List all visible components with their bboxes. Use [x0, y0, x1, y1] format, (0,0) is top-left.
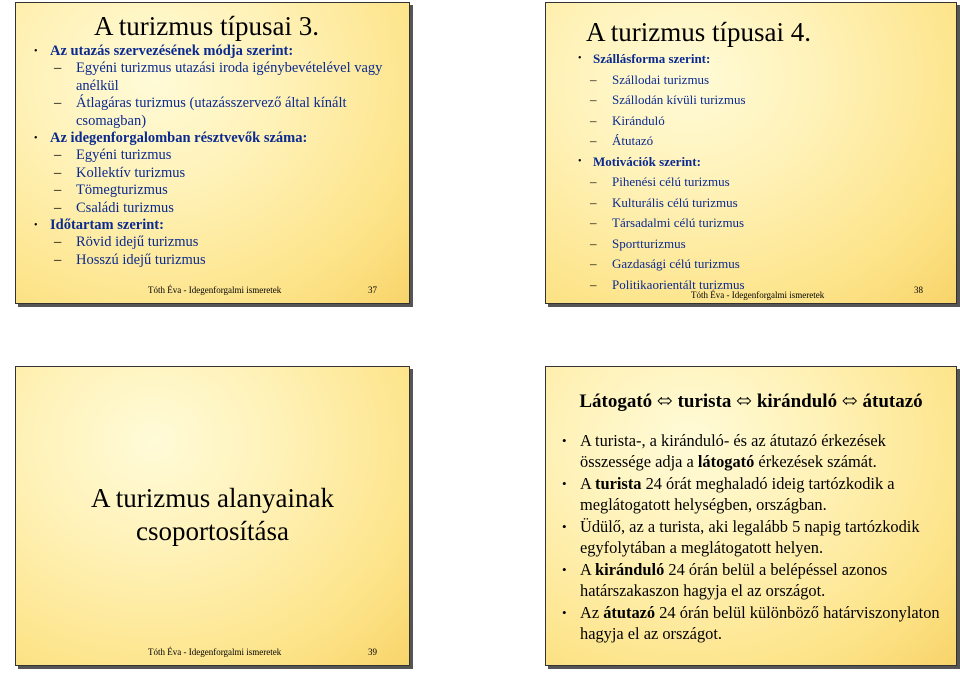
item-text: Tömegturizmus: [76, 182, 168, 199]
bullet-icon: •: [34, 133, 38, 145]
section-title-line2: csoportosítása: [136, 516, 289, 546]
dash-icon: –: [54, 251, 62, 268]
list-item: [28, 95, 403, 130]
definition-text: A: [580, 474, 596, 493]
dash-icon: –: [54, 199, 62, 216]
item-text: Kulturális célú turizmus: [612, 194, 738, 210]
double-arrow-icon: ⬄: [841, 391, 858, 412]
definition-item: [560, 430, 945, 472]
bullet-icon: •: [34, 220, 38, 232]
list-item: [28, 60, 403, 95]
definition-item: [560, 516, 945, 558]
item-text: Szállásforma szerint:: [593, 51, 711, 66]
definition-list: [560, 430, 945, 645]
bullet-icon: •: [562, 519, 567, 534]
item-text: Sportturizmus: [612, 235, 686, 251]
term-highlight: látogató: [697, 452, 755, 471]
list-item: [576, 90, 946, 111]
slide-title: A turizmus típusai 3.: [94, 11, 319, 41]
page-number: 37: [368, 285, 377, 295]
double-arrow-icon: ⬄: [656, 391, 673, 412]
dash-icon: –: [54, 60, 62, 77]
bullet-icon: •: [562, 433, 567, 448]
definition-text: Az: [580, 603, 604, 622]
category-heading: [576, 49, 946, 70]
definition-text: A: [580, 560, 596, 579]
item-text: Társadalmi célú turizmus: [612, 215, 745, 230]
dash-icon: –: [54, 164, 62, 181]
page-number: 38: [914, 285, 923, 295]
dash-icon: –: [590, 133, 597, 148]
list-item: [28, 234, 403, 251]
dash-icon: –: [54, 182, 62, 199]
item-text: Szállodai turizmus: [612, 71, 710, 87]
list-item: [576, 70, 946, 91]
category-heading: [28, 43, 403, 60]
title-word: kiránduló: [756, 391, 838, 412]
item-text: Átutazó: [612, 133, 654, 148]
bullet-icon: •: [578, 53, 582, 64]
slide-title: [546, 390, 956, 413]
item-text: Pihenési célú turizmus: [612, 174, 730, 189]
slide-item-list: [28, 43, 403, 269]
item-text: Az utazás szervezésének módja szerint:: [50, 43, 294, 59]
term-highlight: turista: [595, 474, 642, 493]
item-text: Egyéni turizmus utazási iroda igénybevételével vagy anélkül: [76, 60, 383, 94]
title-word: Látogató: [579, 391, 653, 412]
dash-icon: –: [590, 256, 597, 271]
section-title-line1: A turizmus alanyainak: [91, 483, 334, 513]
category-heading: [576, 152, 946, 173]
item-text: Gazdasági célú turizmus: [612, 256, 740, 271]
category-heading: [28, 217, 403, 234]
definition-text: A turista-, a kiránduló- és az átutazó érkezések összessége adja a: [580, 431, 886, 471]
list-item: [28, 182, 403, 199]
dash-icon: –: [590, 92, 597, 107]
title-word: átutazó: [862, 391, 923, 412]
slide-section-title: [15, 366, 410, 666]
definition-item: [560, 473, 945, 515]
list-item: [576, 131, 946, 152]
list-item: [576, 193, 946, 214]
item-text: Az idegenforgalomban résztvevők száma:: [50, 130, 308, 147]
dash-icon: –: [590, 215, 597, 230]
item-text: Politikaorientált turizmus: [612, 276, 745, 292]
bullet-icon: •: [562, 562, 567, 577]
bullet-icon: •: [34, 46, 38, 57]
slide-item-list: [576, 49, 946, 295]
dash-icon: –: [590, 112, 597, 128]
page-number: 39: [368, 647, 377, 657]
definition-item: [560, 559, 945, 601]
item-text: Hosszú idejű turizmus: [76, 251, 206, 268]
list-item: [28, 147, 403, 164]
dash-icon: –: [54, 147, 62, 164]
item-text: Rövid idejű turizmus: [76, 234, 199, 251]
slide-footer: Tóth Éva - Idegenforgalmi ismeretek: [148, 647, 282, 657]
list-item: [576, 234, 946, 255]
slide-turizmus-tipusai-3: [15, 2, 410, 304]
dash-icon: –: [54, 234, 62, 251]
slide-footer: Tóth Éva - Idegenforgalmi ismeretek: [148, 285, 282, 295]
definition-text: 24 órán belül különböző határviszonylaton hagyja el az országot.: [580, 603, 940, 643]
item-text: Családi turizmus: [76, 199, 174, 216]
slide-latogato-definitions: [545, 366, 957, 666]
item-text: Átlagáras turizmus (utazásszervező által kínált csomagban): [76, 95, 347, 129]
definition-text: Üdülő, az a turista, aki legalább 5 napig tartózkodik egyfolytában a meglátogatott helyen.: [580, 517, 920, 557]
item-text: Motivációk szerint:: [593, 153, 701, 169]
definition-text: 24 órán belül a belépéssel azonos határszakaszon hagyja el az országot.: [580, 560, 888, 600]
item-text: Egyéni turizmus: [76, 147, 172, 164]
item-text: Szállodán kívüli turizmus: [612, 92, 746, 107]
item-text: Kollektív turizmus: [76, 164, 186, 181]
dash-icon: –: [590, 174, 597, 189]
dash-icon: –: [54, 95, 62, 112]
slide-title: A turizmus típusai 4.: [586, 17, 811, 47]
definition-text: 24 órát meghaladó ideig tartózkodik a meglátogatott helységben, országban.: [580, 474, 895, 514]
category-heading: [28, 130, 403, 147]
dash-icon: –: [590, 71, 597, 87]
term-highlight: átutazó: [603, 603, 656, 622]
slide-turizmus-tipusai-4: [545, 2, 957, 304]
section-title: [16, 482, 409, 548]
dash-icon: –: [590, 276, 597, 292]
list-item: [576, 172, 946, 193]
definition-item: [560, 602, 945, 644]
title-word: turista: [677, 391, 732, 412]
bullet-icon: •: [562, 605, 567, 620]
bullet-icon: •: [578, 155, 582, 167]
definition-text: érkezések számát.: [754, 452, 877, 471]
term-highlight: kiránduló: [595, 560, 665, 579]
list-item: [28, 165, 403, 182]
list-item: [576, 111, 946, 132]
bullet-icon: •: [562, 476, 567, 491]
item-text: Időtartam szerint:: [50, 217, 164, 234]
list-item: [28, 252, 403, 269]
list-item: [576, 254, 946, 275]
dash-icon: –: [590, 235, 597, 251]
list-item: [28, 200, 403, 217]
double-arrow-icon: ⬄: [736, 391, 753, 412]
item-text: Kiránduló: [612, 112, 665, 128]
slide-footer: Tóth Éva - Idegenforgalmi ismeretek: [691, 290, 825, 300]
list-item: [576, 213, 946, 234]
dash-icon: –: [590, 194, 597, 210]
